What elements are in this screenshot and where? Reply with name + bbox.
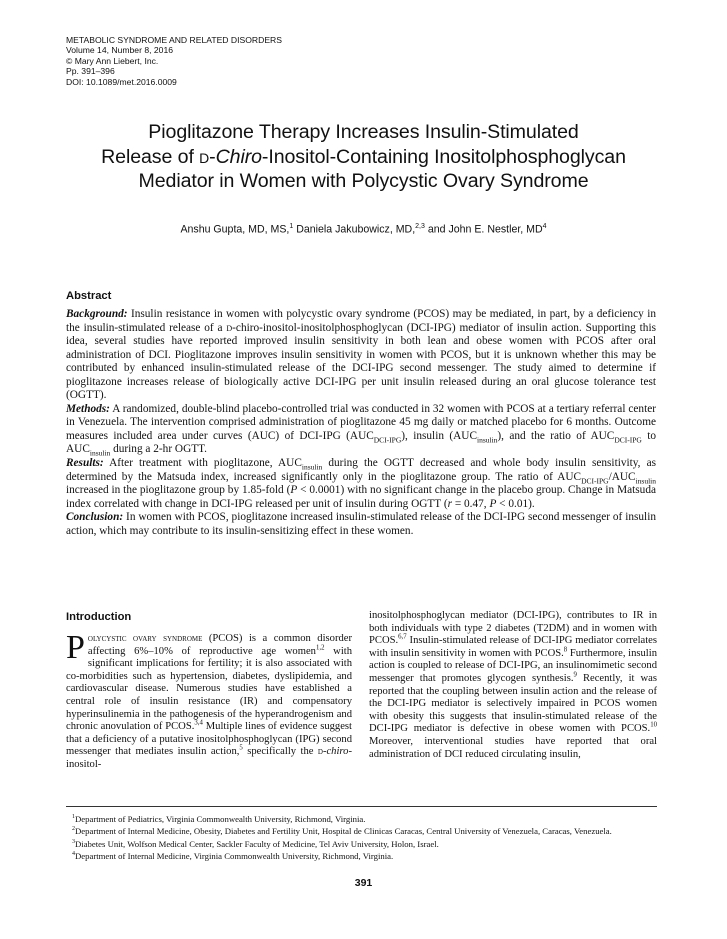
abstract-text: P: [489, 497, 497, 510]
footnote-divider: [66, 806, 657, 807]
abstract-text: -chiro-inositol-inositolphosphoglycan (DCI-IPG) mediator of insulin action. Supporting this idea, several studies have reported improved insulin sensitivity in both lean and obese women with PCOS after oral administration of DCI. Pioglitazone improves insulin sensitivity in women with PCOS, but it is unknown whether this may be contributed by enhanced insulin-stimulated release of the DCI-IPG second messenger. The study aimed to determine if pioglitazone increases release of biologically active DCI-IPG per unit insulin released during an oral glucose tolerance test (OGTT).: [66, 321, 656, 402]
author-name: Daniela Jakubowicz, MD,: [293, 223, 416, 236]
subscript: DCI-IPG: [373, 435, 402, 445]
citation-ref: 8: [563, 646, 568, 654]
abstract-results: [66, 457, 656, 511]
subscript: DCI-IPG: [614, 435, 642, 445]
subscript: insulin: [89, 448, 111, 458]
abstract-conclusion: [66, 511, 656, 538]
body-text: inositolphosphoglycan mediator (DCI-IPG), contributes to IR in both individuals with type 2 diabetes (T2DM) and in women with PCOS.: [369, 610, 657, 647]
abstract-heading: Abstract: [66, 290, 112, 302]
abstract-background: [66, 308, 656, 403]
journal-copyright: © Mary Ann Liebert, Inc.: [66, 55, 159, 66]
footnote: [66, 812, 661, 824]
citation-ref: 6,7: [398, 633, 407, 641]
body-text: Multiple lines of evidence suggest that a deficiency of a putative inositolphosphoglycan (IPG) second messenger that mediates insulin action,: [66, 721, 352, 758]
introduction-heading: Introduction: [66, 611, 132, 623]
author-list: [40, 223, 687, 236]
section-label: Results:: [66, 457, 104, 470]
abstract-body: [66, 308, 656, 538]
abstract-text: After treatment with pioglitazone, AUC: [103, 457, 302, 470]
title-text: d: [199, 145, 210, 168]
title-text: -: [209, 145, 216, 168]
title-text: Chiro: [215, 145, 262, 168]
body-text: Furthermore, insulin action is coupled to release of DCI-IPG, an insulinomimetic second messenger that promotes glycogen synthesis.: [369, 647, 657, 684]
section-label: Conclusion:: [66, 511, 124, 524]
title-line-3: Mediator in Women with Polycystic Ovary Syndrome: [138, 170, 589, 192]
abstract-text: < 0.01).: [496, 497, 535, 510]
abstract-text: to AUC: [66, 429, 656, 456]
footnote-marker: 2: [72, 826, 75, 833]
abstract-text: d: [226, 321, 233, 334]
subscript: insulin: [476, 435, 498, 445]
journal-header: [66, 35, 282, 87]
body-text: olycystic ovary syndrome: [87, 633, 203, 644]
footnote: [66, 849, 661, 861]
citation-ref: 5: [239, 744, 243, 752]
journal-volume: Volume 14, Number 8, 2016: [66, 45, 174, 56]
citation-ref: 1,2: [315, 644, 325, 652]
journal-pages: Pp. 391–396: [66, 66, 115, 77]
subscript: DCI-IPG: [581, 475, 609, 485]
title-line-1: Pioglitazone Therapy Increases Insulin-Stimulated: [148, 121, 579, 143]
abstract-text: ), insulin (AUC: [401, 429, 477, 442]
body-text: chiro: [326, 746, 349, 758]
body-text: d: [317, 746, 323, 758]
body-text: with significant implications for fertility; it is also associated with co-morbidities such as hypertension, diabetes, dyslipidemia, and cardiovascular disease. Numerous studies have established a central role of insulin resistance (IR) and compensatory hyperinsulinemia in the pathogenesis of the hyperandrogenism and chronic anovulation of PCOS.: [66, 645, 353, 733]
citation-ref: 10: [650, 721, 657, 729]
body-text: specifically the: [242, 746, 318, 758]
journal-name: METABOLIC SYNDROME AND RELATED DISORDERS: [66, 35, 282, 45]
body-text: (PCOS) is a common disorder affecting 6%–10% of reproductive age women: [87, 633, 352, 657]
affiliation-marker: 4: [542, 223, 547, 230]
abstract-text: Insulin resistance in women with polycystic ovary syndrome (PCOS) may be mediated, in part, by a deficiency in the insulin-stimulated release of a: [66, 308, 656, 334]
body-text: -inositol-: [66, 746, 352, 770]
author-name: and John E. Nestler, MD: [424, 223, 543, 236]
body-text: -: [322, 746, 327, 758]
footnote-text: Department of Internal Medicine, Obesity, Diabetes and Fertility Unit, Hospital de Clinicas Caracas, Central University of Venezuela, Caracas, Venezuela.: [75, 826, 612, 837]
affiliation-marker: 2,3: [415, 223, 425, 230]
footnote-text: Department of Pediatrics, Virginia Commonwealth University, Richmond, Virginia.: [75, 813, 366, 824]
footnote: [66, 824, 661, 836]
abstract-text: during the OGTT decreased and whole body insulin sensitivity, as determined by the Matsuda index, increased significantly only in the pioglitazone group. The ratio of AUC: [66, 457, 656, 483]
abstract-text: A randomized, double-blind placebo-controlled trial was conducted in 32 women with PCOS at a tertiary referral center in Venezuela. The intervention comprised administration of pioglitazone 45 mg daily or matched placebo for 6 months. Outcome measures included area under curves (AUC) of DCI-IPG (AUC: [66, 402, 656, 442]
affiliation-marker: 1: [289, 223, 294, 230]
section-label: Methods:: [66, 402, 110, 415]
author-name: Anshu Gupta, MD, MS,: [180, 223, 290, 236]
abstract-text: /AUC: [608, 470, 636, 483]
citation-ref: 3,4: [194, 719, 203, 727]
drop-cap: P: [66, 629, 85, 666]
title-text: Release of: [101, 145, 200, 168]
abstract-text: r: [447, 497, 452, 510]
intro-paragraph-continued: [369, 610, 657, 761]
abstract-text: < 0.0001) with no significant change in the placebo group. Change in Matsuda index correlated with change in DCI-IPG released per unit of insulin during OGTT (: [66, 484, 656, 510]
abstract-text: ), and the ratio of AUC: [497, 429, 615, 442]
title-text: -Inositol-Containing Inositolphosphoglycan: [261, 145, 626, 168]
body-column-right: [369, 610, 657, 761]
intro-paragraph: [66, 629, 353, 772]
abstract-text: = 0.47,: [452, 497, 490, 510]
abstract-methods: [66, 403, 656, 457]
footnote-marker: 1: [72, 814, 75, 820]
abstract-text: during a 2-hr OGTT.: [110, 443, 208, 456]
footnote-text: Department of Internal Medicine, Virginia Commonwealth University, Richmond, Virginia.: [75, 851, 394, 862]
body-column-left: [66, 629, 353, 772]
affiliation-footnotes: [66, 812, 661, 862]
citation-ref: 9: [573, 671, 577, 679]
body-text: Recently, it was reported that the coupling between insulin action and the release of the DCI-IPG mediator is selectively impaired in PCOS women with obesity this suggests that insulin-stimulated release of the DCI-IPG mediator is defective in obese women with PCOS.: [369, 672, 657, 735]
footnote-marker: 4: [72, 851, 75, 858]
footnote-marker: 3: [72, 838, 75, 845]
article-title: [40, 120, 687, 194]
body-text: Insulin-stimulated release of DCI-IPG mediator correlates with insulin sensitivity in women with PCOS.: [369, 635, 657, 659]
body-text: Moreover, interventional studies have reported that oral administration of DCI reduced circulating insulin,: [369, 735, 657, 760]
page-number: 391: [354, 877, 373, 889]
subscript: insulin: [301, 462, 323, 472]
abstract-text: P: [290, 484, 298, 497]
footnote: [66, 837, 661, 849]
subscript: insulin: [635, 475, 656, 485]
journal-doi: DOI: 10.1089/met.2016.0009: [66, 76, 177, 87]
title-line-2: [40, 145, 687, 170]
section-label: Background:: [66, 308, 128, 320]
footnote-text: Diabetes Unit, Wolfson Medical Center, Sackler Faculty of Medicine, Tel Aviv University, Holon, Israel.: [75, 838, 439, 849]
abstract-text: increased in the pioglitazone group by 1.85-fold (: [66, 484, 291, 497]
abstract-text: In women with PCOS, pioglitazone increased insulin-stimulated release of the DCI-IPG second messenger of insulin action, which may contribute to its insulin-sensitizing effect in these women.: [66, 511, 656, 537]
